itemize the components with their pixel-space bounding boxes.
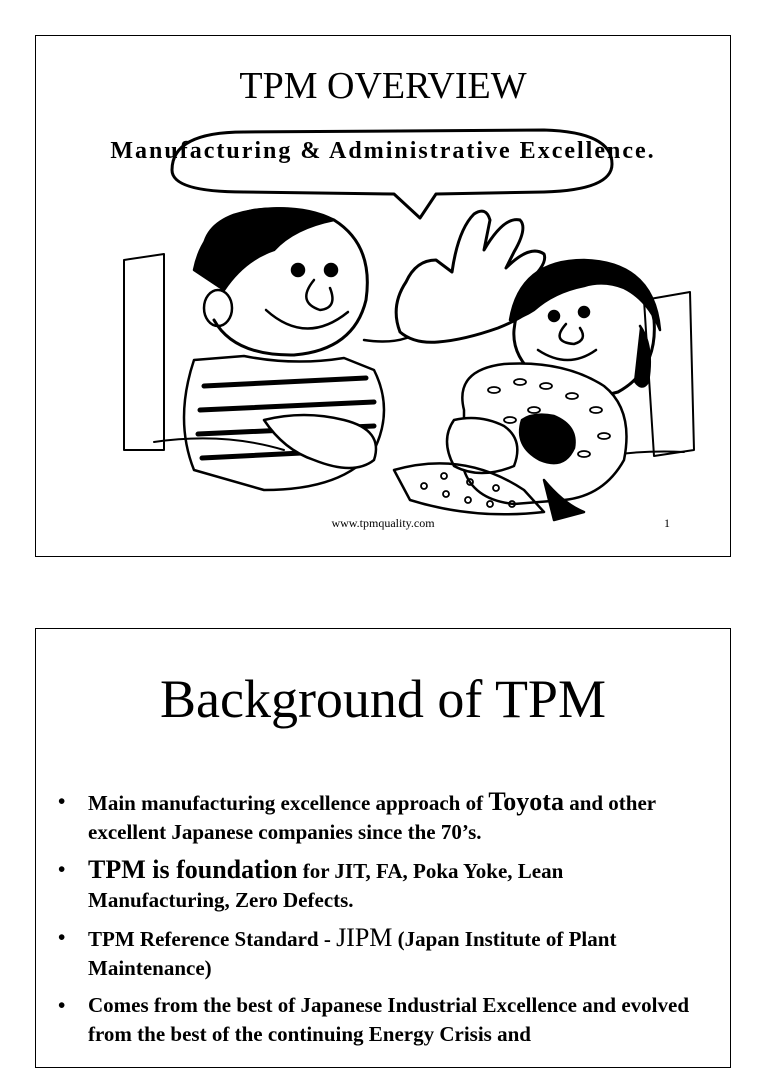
bullet-marker: • [58, 925, 66, 949]
bullet-text: for JIT, FA, Poka Yoke, Lean Manufacturing, Zero Defects. [88, 859, 564, 912]
bullet-text: TPM Reference Standard - [88, 927, 337, 951]
slide-2 [35, 628, 731, 1068]
bullet-item [56, 787, 696, 847]
slide-1-subtitle: Manufacturing & Administrative Excellence. [110, 138, 656, 164]
slide-2-title: Background of TPM [160, 669, 606, 729]
cartoon-illustration [44, 120, 728, 526]
bullet-item [56, 991, 696, 1049]
bullet-emphasis: TPM is foundation [88, 855, 298, 884]
footer-url: www.tpmquality.com [331, 516, 435, 530]
bullet-marker: • [58, 857, 66, 881]
bullet-marker: • [58, 993, 66, 1017]
bullet-text: (Japan Institute of Plant Maintenance) [88, 927, 617, 980]
bullet-marker: • [58, 789, 66, 813]
bullet-emphasis: Toyota [488, 787, 564, 816]
bullet-text: and other excellent Japanese companies since the 70’s. [88, 791, 656, 844]
slide-1-title: TPM OVERVIEW [239, 65, 527, 107]
slide-1 [35, 35, 731, 557]
bullet-item [56, 923, 696, 983]
bullet-text: Main manufacturing excellence approach of [88, 791, 489, 815]
bullet-item [56, 855, 696, 915]
bullet-text: Comes from the best of Japanese Industrial Excellence and evolved from the best of the continuing Energy Crisis and [88, 993, 689, 1046]
bullet-list [56, 787, 696, 1057]
bullet-emphasis: JIPM [336, 923, 393, 952]
page-number: 1 [664, 516, 670, 530]
